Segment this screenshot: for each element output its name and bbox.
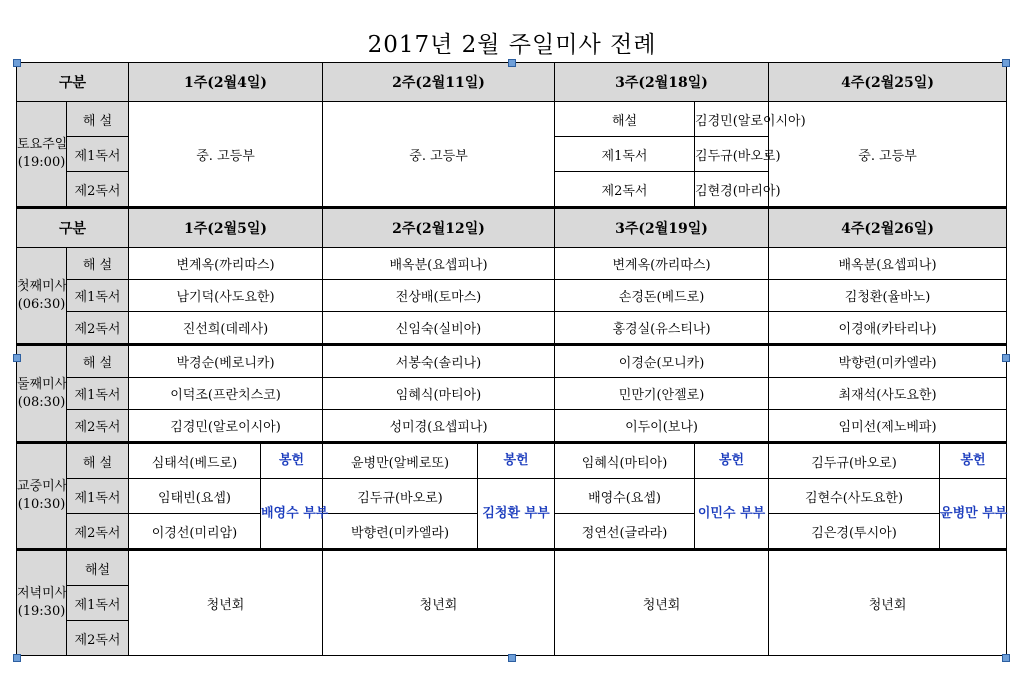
role-second-reading: 제2독서	[67, 621, 129, 656]
resize-handle-middle-right[interactable]	[1002, 354, 1010, 362]
header-week-1: 1주(2월5일)	[129, 208, 323, 248]
assignment-cell: 청년회	[555, 550, 769, 656]
resize-handle-bottom-right[interactable]	[1002, 654, 1010, 662]
offering-label: 봉헌	[695, 443, 769, 479]
assignment-cell: 임태빈(요셉)	[129, 479, 261, 514]
role-second-reading: 제2독서	[67, 410, 129, 443]
assignment-cell: 남기덕(사도요한)	[129, 280, 323, 312]
offering-couple: 윤병만 부부	[940, 479, 1007, 550]
role-commentary: 해설	[67, 550, 129, 586]
offering-label: 봉헌	[261, 443, 323, 479]
role-second-reading: 제2독서	[555, 172, 695, 208]
resize-handle-top-right[interactable]	[1002, 59, 1010, 67]
header-category: 구분	[17, 208, 129, 248]
header-week-2: 2주(2월11일)	[323, 63, 555, 102]
mass-schedule-table[interactable]	[16, 62, 1007, 656]
resize-handle-bottom-left[interactable]	[13, 654, 21, 662]
role-commentary: 해 설	[67, 443, 129, 479]
assignment-cell: 중. 고등부	[323, 102, 555, 208]
assignment-cell: 임미선(제노베파)	[769, 410, 1007, 443]
role-first-reading: 제1독서	[555, 137, 695, 172]
assignment-cell: 서봉숙(솔리나)	[323, 345, 555, 378]
assignment-cell: 김두규(바오로)	[695, 137, 769, 172]
page-title: 2017년 2월 주일미사 전례	[367, 32, 657, 58]
assignment-cell: 김경민(알로이시아)	[129, 410, 323, 443]
offering-couple: 김청환 부부	[478, 479, 555, 550]
offering-label: 봉헌	[478, 443, 555, 479]
service-label-second-mass: 둘째미사 (08:30)	[17, 345, 67, 443]
assignment-cell: 전상배(토마스)	[323, 280, 555, 312]
assignment-cell: 김두규(바오로)	[323, 479, 478, 514]
assignment-cell: 임혜식(마티아)	[323, 378, 555, 410]
assignment-cell: 배옥분(요셉피나)	[323, 248, 555, 280]
role-first-reading: 제1독서	[67, 137, 129, 172]
assignment-cell: 윤병만(알베로또)	[323, 443, 478, 479]
assignment-cell: 김청환(율바노)	[769, 280, 1007, 312]
header-week-3: 3주(2월19일)	[555, 208, 769, 248]
role-second-reading: 제2독서	[67, 172, 129, 208]
assignment-cell: 임혜식(마티아)	[555, 443, 695, 479]
header-category: 구분	[17, 63, 129, 102]
role-first-reading: 제1독서	[67, 280, 129, 312]
assignment-cell: 변계옥(까리따스)	[129, 248, 323, 280]
header-week-3: 3주(2월18일)	[555, 63, 769, 102]
assignment-cell: 이경순(모니카)	[555, 345, 769, 378]
assignment-cell: 청년회	[129, 550, 323, 656]
assignment-cell: 박경순(베로니카)	[129, 345, 323, 378]
header-week-1: 1주(2월4일)	[129, 63, 323, 102]
assignment-cell: 박향련(미카엘라)	[769, 345, 1007, 378]
assignment-cell: 청년회	[769, 550, 1007, 656]
service-label-main-mass: 교중미사 (10:30)	[17, 443, 67, 550]
role-second-reading: 제2독서	[67, 312, 129, 345]
resize-handle-bottom-middle[interactable]	[508, 654, 516, 662]
assignment-cell: 김두규(바오로)	[769, 443, 940, 479]
assignment-cell: 이덕조(프란치스코)	[129, 378, 323, 410]
role-first-reading: 제1독서	[67, 479, 129, 514]
role-commentary: 해 설	[67, 248, 129, 280]
offering-label: 봉헌	[940, 443, 1007, 479]
service-label-first-mass: 첫째미사 (06:30)	[17, 248, 67, 345]
assignment-cell: 청년회	[323, 550, 555, 656]
header-week-2: 2주(2월12일)	[323, 208, 555, 248]
header-week-4: 4주(2월25일)	[769, 63, 1007, 102]
assignment-cell: 김현수(사도요한)	[769, 479, 940, 514]
assignment-cell: 민만기(안젤로)	[555, 378, 769, 410]
resize-handle-middle-left[interactable]	[13, 354, 21, 362]
assignment-cell: 신임숙(실비아)	[323, 312, 555, 345]
service-label-saturday: 토요주일 (19:00)	[17, 102, 67, 208]
role-commentary: 해 설	[67, 345, 129, 378]
role-first-reading: 제1독서	[67, 378, 129, 410]
role-commentary: 해 설	[67, 102, 129, 137]
role-second-reading: 제2독서	[67, 514, 129, 550]
assignment-cell: 이경애(카타리나)	[769, 312, 1007, 345]
assignment-cell: 홍경실(유스티나)	[555, 312, 769, 345]
assignment-cell: 손경돈(베드로)	[555, 280, 769, 312]
assignment-cell: 김경민(알로이시아)	[695, 102, 769, 137]
header-week-4: 4주(2월26일)	[769, 208, 1007, 248]
role-first-reading: 제1독서	[67, 586, 129, 621]
assignment-cell: 진선희(데레사)	[129, 312, 323, 345]
assignment-cell: 이두이(보나)	[555, 410, 769, 443]
assignment-cell: 배옥분(요셉피나)	[769, 248, 1007, 280]
assignment-cell: 심태석(베드로)	[129, 443, 261, 479]
offering-couple: 이민수 부부	[695, 479, 769, 550]
assignment-cell: 이경선(미리암)	[129, 514, 261, 550]
resize-handle-top-left[interactable]	[13, 59, 21, 67]
assignment-cell: 최재석(사도요한)	[769, 378, 1007, 410]
role-commentary: 해설	[555, 102, 695, 137]
service-label-evening-mass: 저녁미사 (19:30)	[17, 550, 67, 656]
assignment-cell: 배영수(요셉)	[555, 479, 695, 514]
offering-couple: 배영수 부부	[261, 479, 323, 550]
assignment-cell: 김현경(마리아)	[695, 172, 769, 208]
assignment-cell: 정연선(글라라)	[555, 514, 695, 550]
assignment-cell: 김은경(투시아)	[769, 514, 940, 550]
assignment-cell: 변계옥(까리따스)	[555, 248, 769, 280]
assignment-cell: 중. 고등부	[769, 102, 1007, 208]
resize-handle-top-middle[interactable]	[508, 59, 516, 67]
assignment-cell: 성미경(요셉피나)	[323, 410, 555, 443]
assignment-cell: 중. 고등부	[129, 102, 323, 208]
assignment-cell: 박향련(미카엘라)	[323, 514, 478, 550]
